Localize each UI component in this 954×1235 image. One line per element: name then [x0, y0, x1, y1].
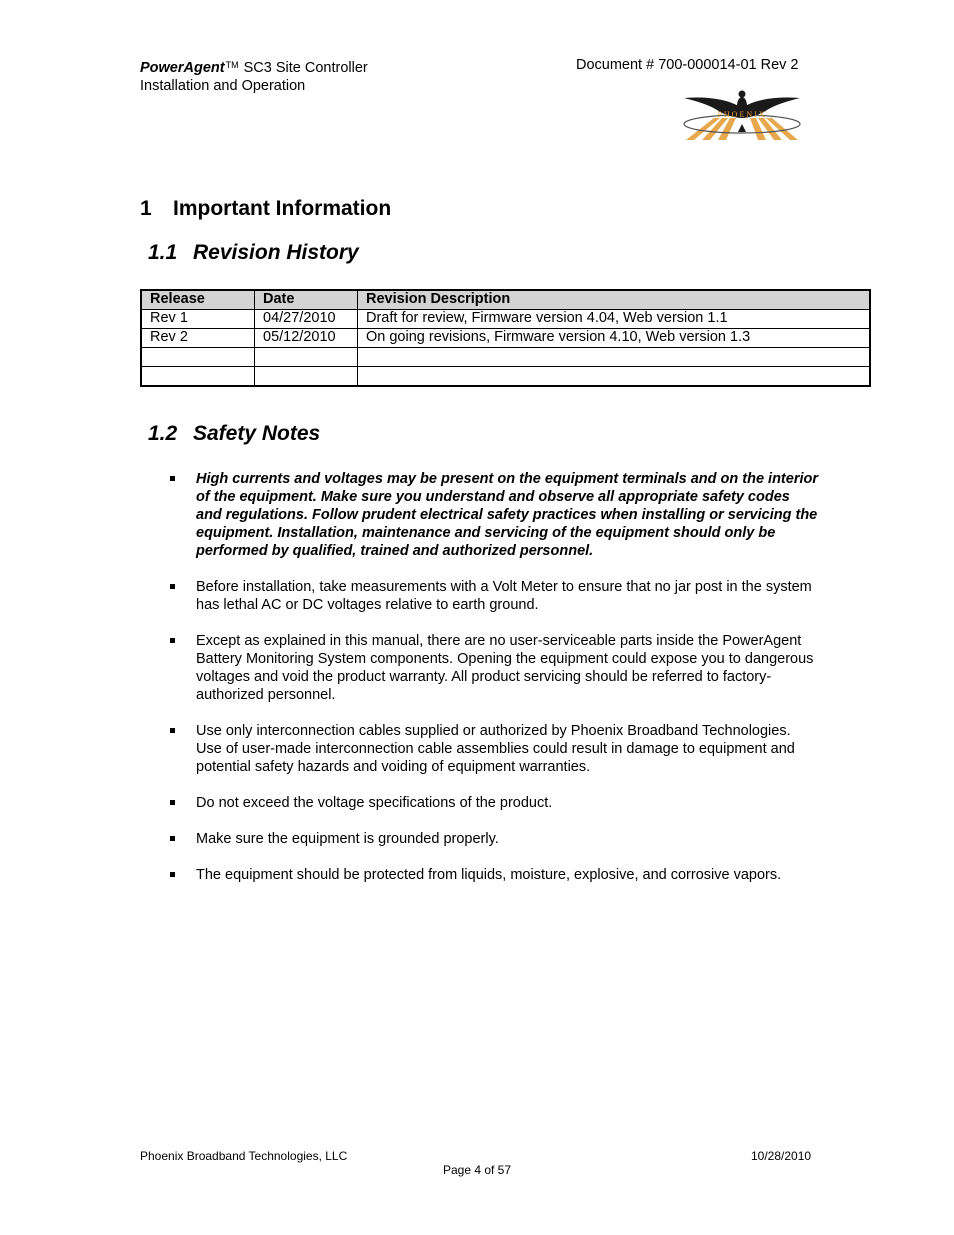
square-bullet-icon — [170, 800, 175, 805]
safety-notes-list — [168, 470, 818, 902]
phoenix-bird-logo-icon — [680, 88, 804, 144]
list-item-text: Make sure the equipment is grounded properly. — [196, 831, 499, 847]
product-name: SC3 Site Controller — [243, 60, 368, 76]
cell-release — [141, 367, 255, 387]
section-heading-1-2 — [148, 422, 320, 446]
cell-release: Rev 1 — [141, 310, 255, 329]
list-item — [168, 722, 818, 776]
list-item — [168, 632, 818, 704]
list-item-text: Except as explained in this manual, there are no user-serviceable parts inside the PowerAgent Battery Monitoring System components. Opening the equipment could expose you to dangerous voltages and void the product warranty. All product servicing should be referred to factory-authorized personnel. — [196, 633, 814, 703]
column-header-date: Date — [255, 290, 358, 310]
column-header-release: Release — [141, 290, 255, 310]
section-title: Revision History — [193, 241, 359, 264]
document-header-left — [140, 56, 368, 95]
section-title: Important Information — [173, 197, 392, 220]
column-header-description: Revision Description — [358, 290, 871, 310]
square-bullet-icon — [170, 476, 175, 481]
square-bullet-icon — [170, 872, 175, 877]
brand-name: PowerAgent — [140, 60, 225, 76]
cell-description — [358, 348, 871, 367]
logo-text: PHOENIX — [717, 110, 767, 119]
section-number: 1 — [140, 197, 152, 220]
product-title-line — [140, 56, 368, 77]
table-header-row — [141, 290, 870, 310]
list-item-text: The equipment should be protected from liquids, moisture, explosive, and corrosive vapors. — [196, 867, 782, 883]
list-item-text: Do not exceed the voltage specifications of the product. — [196, 795, 553, 811]
cell-date: 04/27/2010 — [255, 310, 358, 329]
square-bullet-icon — [170, 728, 175, 733]
table-row — [141, 310, 870, 329]
list-item-text: Use only interconnection cables supplied or authorized by Phoenix Broadband Technologies. Use of user-made interconnection cable assemblies could result in damage to equipment and potential safety hazards and voiding of equipment warranties. — [196, 723, 795, 775]
section-title: Safety Notes — [193, 422, 321, 445]
cell-release: Rev 2 — [141, 329, 255, 348]
list-item — [168, 866, 818, 884]
list-item-text: Before installation, take measurements with a Volt Meter to ensure that no jar post in the system has lethal AC or DC voltages relative to earth ground. — [196, 579, 812, 613]
trademark-mark: TM — [225, 60, 239, 70]
cell-release — [141, 348, 255, 367]
footer-date: 10/28/2010 — [751, 1149, 812, 1163]
table-row — [141, 329, 870, 348]
cell-description — [358, 367, 871, 387]
revision-history-table — [140, 289, 871, 387]
cell-description: On going revisions, Firmware version 4.10, Web version 1.3 — [358, 329, 871, 348]
section-number: 1.2 — [148, 422, 178, 445]
document-subtitle: Installation and Operation — [140, 78, 306, 94]
section-heading-1-1 — [148, 241, 359, 265]
cell-date — [255, 348, 358, 367]
list-item — [168, 794, 818, 812]
list-item — [168, 578, 818, 614]
section-number: 1.1 — [148, 241, 178, 264]
footer-company: Phoenix Broadband Technologies, LLC — [140, 1149, 348, 1163]
square-bullet-icon — [170, 584, 175, 589]
page-number: Page 4 of 57 — [442, 1163, 512, 1177]
cell-date — [255, 367, 358, 387]
cell-description: Draft for review, Firmware version 4.04, Web version 1.1 — [358, 310, 871, 329]
list-item — [168, 470, 818, 560]
square-bullet-icon — [170, 836, 175, 841]
square-bullet-icon — [170, 638, 175, 643]
cell-date: 05/12/2010 — [255, 329, 358, 348]
document-number: Document # 700-000014-01 Rev 2 — [576, 57, 799, 73]
table-row — [141, 367, 870, 387]
list-item — [168, 830, 818, 848]
table-row — [141, 348, 870, 367]
section-heading-1 — [140, 197, 391, 221]
list-item-text: High currents and voltages may be present on the equipment terminals and on the interior of the equipment. Make sure you understand and observe all appropriate safety codes and regulations. Follow prudent electrical safety practices when installing or servicing the equipment. Installation, maintenance and servicing of the equipment should only be performed by qualified, trained and authorized personnel. — [196, 471, 818, 559]
